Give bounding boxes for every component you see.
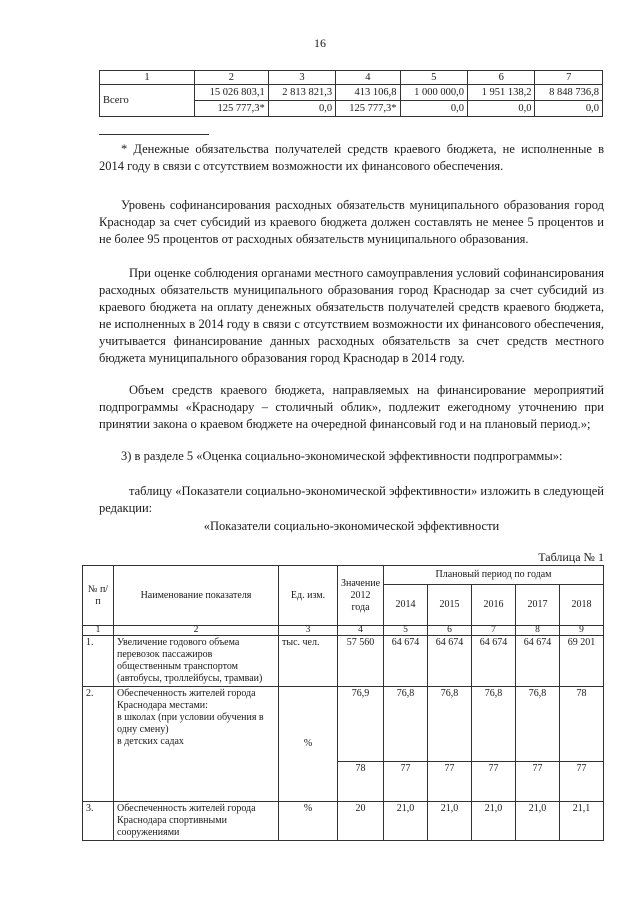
index-cell: 6 xyxy=(428,626,472,636)
table-row xyxy=(83,802,604,841)
unit-cell: % xyxy=(279,687,338,802)
paragraph: Объем средств краевого бюджета, направляемых на финансирование мероприятий подпрограммы «Краснодару – столичный облик», подлежит ежегодному уточнению при принятии закона о краевом бюджете на очередной финансовый год и на плановый период.»; xyxy=(99,383,604,431)
unit-cell: % xyxy=(279,802,338,841)
year-value: 77 xyxy=(384,762,428,802)
index-cell: 9 xyxy=(559,626,603,636)
header-cell: № п/п xyxy=(83,566,114,626)
table-cell: 413 106,8 xyxy=(336,85,400,101)
header-cell: Значение 2012 года xyxy=(338,566,384,626)
year-value: 21,0 xyxy=(515,802,559,841)
header-cell: Ед. изм. xyxy=(279,566,338,626)
table-cell: 15 026 803,1 xyxy=(195,85,269,101)
index-cell: 8 xyxy=(515,626,559,636)
value-2012: 76,9 xyxy=(338,687,384,762)
table-caption: Таблица № 1 xyxy=(538,550,604,564)
header-cell: 2017 xyxy=(515,585,559,626)
indicator-name-main: Обеспеченность жителей города Краснодара местами: xyxy=(117,688,256,711)
year-value: 76,8 xyxy=(428,687,472,762)
header-cell: 2016 xyxy=(471,585,515,626)
indicator-name-schools: в школах (при условии обучения в одну смену) xyxy=(117,712,264,735)
indicator-name: Увеличение годового объема перевозок пассажиров общественным транспортом (автобусы, троллейбусы, трамваи) xyxy=(114,636,279,687)
table-cell: 1 951 138,2 xyxy=(468,85,535,101)
year-value: 21,1 xyxy=(559,802,603,841)
table-cell: 125 777,3* xyxy=(336,101,400,117)
budget-summary-table xyxy=(99,70,603,117)
table-row xyxy=(100,85,603,101)
year-value: 77 xyxy=(428,762,472,802)
page-number: 16 xyxy=(314,36,326,50)
year-value: 21,0 xyxy=(428,802,472,841)
table-cell: 0,0 xyxy=(468,101,535,117)
footnote-divider xyxy=(99,134,209,135)
header-cell: 2 xyxy=(195,71,269,85)
table-cell: 0,0 xyxy=(535,101,603,117)
header-cell: 6 xyxy=(468,71,535,85)
table-row xyxy=(83,636,604,687)
table-cell: 2 813 821,3 xyxy=(268,85,335,101)
paragraph: 3) в разделе 5 «Оценка социально-экономической эффективности подпрограммы»: xyxy=(121,449,563,463)
year-value: 21,0 xyxy=(384,802,428,841)
indicator-name xyxy=(114,687,279,802)
row-number: 2. xyxy=(83,687,114,802)
year-value: 77 xyxy=(559,762,603,802)
table-cell: 0,0 xyxy=(268,101,335,117)
year-value: 64 674 xyxy=(384,636,428,687)
index-cell: 1 xyxy=(83,626,114,636)
indicator-name-kindergartens: в детских садах xyxy=(117,736,184,747)
paragraph: Уровень софинансирования расходных обязательств муниципального образования город Краснодар за счет субсидий из краевого бюджета должен составлять не менее 5 процентов и не более 95 процентов от расходных обязательств муниципального образования. xyxy=(99,198,604,246)
header-cell: Плановый период по годам xyxy=(384,566,604,585)
header-cell: 3 xyxy=(268,71,335,85)
value-2012: 20 xyxy=(338,802,384,841)
year-value: 77 xyxy=(471,762,515,802)
header-cell: 2014 xyxy=(384,585,428,626)
header-cell: 4 xyxy=(336,71,400,85)
table-heading: «Показатели социально-экономической эффективности xyxy=(203,519,500,533)
row-label: Всего xyxy=(100,85,195,117)
header-cell: 5 xyxy=(400,71,467,85)
index-cell: 7 xyxy=(471,626,515,636)
index-cell: 2 xyxy=(114,626,279,636)
table-header-row xyxy=(83,566,604,585)
year-value: 64 674 xyxy=(471,636,515,687)
year-value: 21,0 xyxy=(471,802,515,841)
year-value: 78 xyxy=(559,687,603,762)
row-number: 3. xyxy=(83,802,114,841)
header-cell: 2015 xyxy=(428,585,472,626)
year-value: 76,8 xyxy=(384,687,428,762)
year-value: 76,8 xyxy=(471,687,515,762)
header-cell: 7 xyxy=(535,71,603,85)
index-cell: 3 xyxy=(279,626,338,636)
index-cell: 5 xyxy=(384,626,428,636)
year-value: 77 xyxy=(515,762,559,802)
year-value: 69 201 xyxy=(559,636,603,687)
footnote-text: * Денежные обязательства получателей средств краевого бюджета, не исполненные в 2014 году в связи с отсутствием возможности их финансового обеспечения. xyxy=(99,142,604,173)
year-value: 76,8 xyxy=(515,687,559,762)
table-header-row xyxy=(100,71,603,85)
header-cell: Наименование показателя xyxy=(114,566,279,626)
year-value: 64 674 xyxy=(515,636,559,687)
indicator-name: Обеспеченность жителей города Краснодара спортивными сооружениями xyxy=(114,802,279,841)
value-2012: 57 560 xyxy=(338,636,384,687)
year-value: 64 674 xyxy=(428,636,472,687)
table-cell: 125 777,3* xyxy=(195,101,269,117)
row-number: 1. xyxy=(83,636,114,687)
paragraph: таблицу «Показатели социально-экономической эффективности» изложить в следующей редакции: xyxy=(99,484,604,515)
table-cell: 1 000 000,0 xyxy=(400,85,467,101)
index-cell: 4 xyxy=(338,626,384,636)
header-cell: 2018 xyxy=(559,585,603,626)
paragraph: При оценке соблюдения органами местного самоуправления условий софинансирования расходных обязательств муниципального образования город Краснодар за счет субсидий из краевого бюджета на оплату денежных обязательств получателей средств краевого бюджета, не исполненных в 2014 году в связи с отсутствием возможности их финансового обеспечения, учитывается финансирование данных расходных обязательств за счет средств местного бюджета муниципального образования город Краснодар в 2014 году. xyxy=(99,266,604,365)
value-2012: 78 xyxy=(338,762,384,802)
header-cell: 1 xyxy=(100,71,195,85)
unit-cell: тыс. чел. xyxy=(279,636,338,687)
indicators-table xyxy=(82,565,604,841)
table-row xyxy=(83,687,604,762)
table-cell: 8 848 736,8 xyxy=(535,85,603,101)
table-cell: 0,0 xyxy=(400,101,467,117)
column-index-row xyxy=(83,626,604,636)
